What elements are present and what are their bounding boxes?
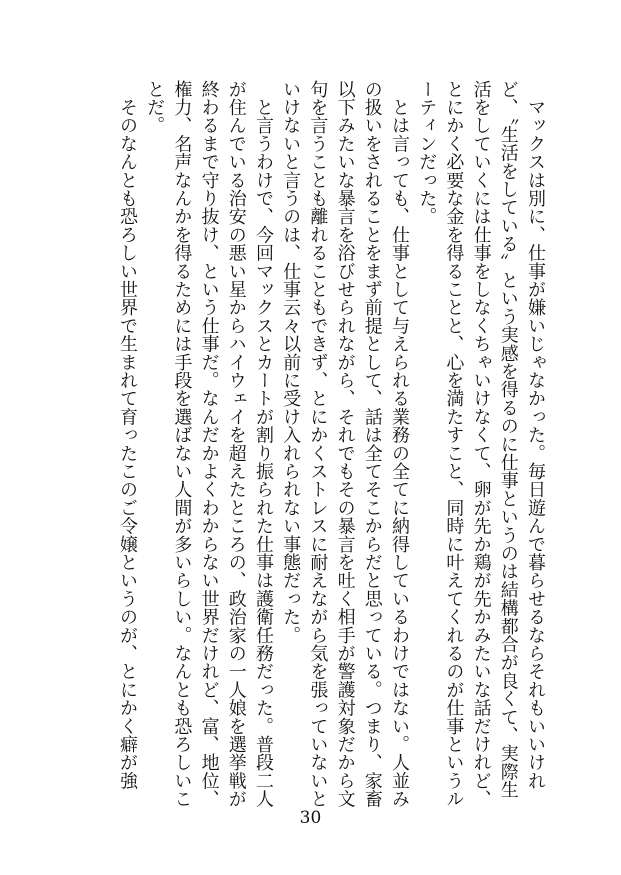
paragraph-2: とは言っても、仕事として与えられる業務の全てに納得しているわけではない。人並みの扱いをされることをまず前提として、話は全てそこからだと思っている。つまり、家畜以下みたいな暴言を浴びせられながら、それでもその暴言を吐く相手が警護対象だから文句を言うことも離れることもできず、とにかくストレスに耐えながら気を張っていないといけないと言うのは、仕事云々以前に受け入れられない事態だった。: [280, 80, 410, 808]
paragraph-4: そのなんとも恐ろしい世界で生まれて育ったこのご令嬢というのが、とにかく癖が強: [116, 80, 138, 790]
paragraph-1: マックスは別に、仕事が嫌いじゃなかった。毎日遊んで暮らせるならそれもいいけれど、〝生活をしている〟という実感を得るのに仕事というのは結構都合が良くて、実際生活をしていくには仕事をしなくちゃいけなくて、卵が先か鶏が先かみたいな話だけれど、とにかく必要な金を得ることと、心を満たすこと、同時に叶えてくれるのが仕事というルーティンだった。: [416, 80, 546, 808]
page-number: 30: [299, 808, 322, 828]
paragraph-3: と言うわけで、今回マックスとカートが割り振られた仕事は護衛任務だった。普段二人が住んでいる治安の悪い星からハイウェイを超えたところの、政治家の一人娘を選挙戦が終わるまで守り抜け、という仕事だ。なんだかよくわからない世界だけれど、富、地位、権力、名声なんかを得るためには手段を選ばない人間が多いらしい。なんとも恐ろしいことだ。: [144, 80, 274, 808]
vertical-text-body: [114, 80, 549, 808]
